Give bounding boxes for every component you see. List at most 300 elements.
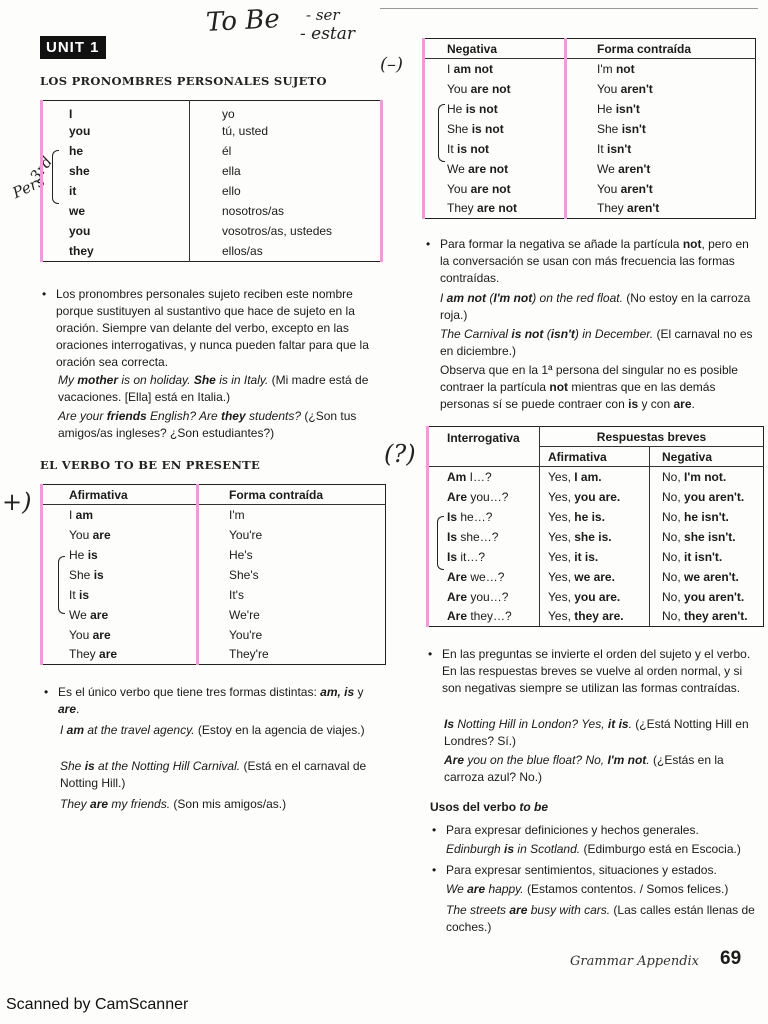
note-bold: not bbox=[682, 237, 702, 251]
short-answer-yes bbox=[540, 487, 650, 507]
pronouns-table bbox=[40, 100, 383, 262]
contracted-form bbox=[566, 179, 756, 199]
table-row bbox=[42, 565, 386, 585]
ex-text: is on holiday. bbox=[118, 373, 194, 387]
answer-lead: Yes, bbox=[548, 509, 575, 524]
verb: am not bbox=[453, 61, 494, 76]
subject: You bbox=[597, 181, 621, 196]
short-answer-yes bbox=[540, 547, 650, 567]
answer-lead: Yes, bbox=[548, 489, 575, 504]
bullet-dot: • bbox=[432, 823, 437, 837]
verb: are not bbox=[477, 201, 518, 216]
answer-lead: No, bbox=[662, 569, 685, 584]
contracted-form bbox=[566, 59, 756, 79]
subject: You bbox=[69, 627, 93, 642]
table-row bbox=[428, 567, 764, 587]
short-answer-no bbox=[650, 467, 764, 487]
answer-lead: Yes, bbox=[548, 469, 575, 484]
ex-text: ( bbox=[486, 291, 494, 305]
table-row bbox=[428, 487, 764, 507]
ex-text: you on the blue float? No, bbox=[464, 753, 608, 767]
usos-title-italic: to be bbox=[519, 800, 549, 814]
pronoun-en: you bbox=[42, 221, 190, 241]
verb: are bbox=[92, 527, 111, 542]
verb: aren't bbox=[627, 201, 660, 216]
ex-bold: are bbox=[509, 903, 528, 917]
usos-bullet-1 bbox=[432, 822, 758, 839]
ex-bold: Is bbox=[444, 717, 455, 731]
ex-text: She bbox=[60, 759, 85, 773]
answer-verb: you aren't. bbox=[684, 489, 745, 504]
verb: are not bbox=[470, 181, 511, 196]
ex-translation: (¿Estás en la carroza azul? No.) bbox=[444, 753, 724, 784]
short-answer-no bbox=[650, 547, 764, 567]
pronoun-es: ella bbox=[190, 161, 382, 181]
table-row bbox=[42, 221, 382, 241]
ex-text: Edinburgh bbox=[446, 842, 505, 856]
contracted-form: It's bbox=[198, 585, 386, 605]
negative-form bbox=[424, 199, 566, 219]
ex-text: ( bbox=[543, 327, 551, 341]
ex-text: happy. bbox=[485, 882, 524, 896]
answer-verb: he is. bbox=[574, 509, 605, 524]
handwritten-3rd: 3rd bbox=[26, 153, 57, 185]
table-row bbox=[428, 507, 764, 527]
answer-verb: they aren't. bbox=[684, 609, 748, 624]
pronoun-en: it bbox=[42, 181, 190, 201]
usos-bullet-2 bbox=[432, 862, 758, 879]
table-row bbox=[42, 605, 386, 625]
subject: You bbox=[597, 81, 621, 96]
verb: aren't bbox=[618, 161, 651, 176]
ex-bold: am bbox=[66, 723, 85, 737]
subject: they…? bbox=[467, 609, 512, 624]
subject: you…? bbox=[467, 589, 509, 604]
affirmative-form bbox=[42, 505, 198, 525]
bullet-dot: • bbox=[432, 863, 437, 877]
table-row bbox=[424, 99, 756, 119]
table-row bbox=[42, 121, 382, 141]
ex-translation: (Mi madre está de vacaciones. [Ella] está en Italia.) bbox=[58, 373, 369, 404]
short-answer-no bbox=[650, 527, 764, 547]
note-text: En las preguntas se invierte el orden del sujeto y el verbo. En las respuestas breves se vuelve al orden normal, y si son negativas siempre se utilizan las formas contraídas. bbox=[442, 647, 751, 695]
ex-text: is in Italy. bbox=[215, 373, 269, 387]
questions-example-2 bbox=[444, 752, 758, 786]
answer-verb: it isn't. bbox=[684, 549, 723, 564]
bullet-dot: • bbox=[42, 287, 47, 301]
short-answers-header: Respuestas breves bbox=[540, 427, 764, 447]
short-answer-yes bbox=[540, 587, 650, 607]
top-rule bbox=[380, 8, 758, 9]
subject: you…? bbox=[467, 489, 509, 504]
verb: Are bbox=[447, 609, 468, 624]
affirmative-answer-header: Afirmativa bbox=[540, 447, 650, 467]
pronoun-es: tú, usted bbox=[190, 121, 382, 141]
obs-bold: are bbox=[673, 397, 692, 411]
third-person-bracket bbox=[438, 104, 445, 162]
pronoun-en: they bbox=[42, 241, 190, 261]
table-row bbox=[42, 645, 386, 665]
answer-lead: Yes, bbox=[548, 569, 575, 584]
pronoun-es: nosotros/as bbox=[190, 201, 382, 221]
third-person-bracket bbox=[437, 516, 444, 570]
table-row bbox=[42, 625, 386, 645]
contracted-form: You're bbox=[198, 625, 386, 645]
ex-translation: (No estoy en la carroza roja.) bbox=[440, 291, 751, 322]
negative-example-1 bbox=[440, 290, 756, 324]
verb: are bbox=[92, 627, 111, 642]
answer-verb: they are. bbox=[574, 609, 624, 624]
ex-bold: I'm not bbox=[607, 753, 647, 767]
third-person-bracket bbox=[58, 556, 65, 614]
ex-translation: (Está en el carnaval de Notting Hill.) bbox=[60, 759, 367, 790]
ex-text: My bbox=[58, 373, 78, 387]
table-row bbox=[424, 139, 756, 159]
question-form bbox=[428, 567, 540, 587]
verb: is not bbox=[471, 121, 504, 136]
answer-lead: No, bbox=[662, 469, 685, 484]
questions-example-1 bbox=[444, 716, 758, 750]
negative-header: Negativa bbox=[424, 39, 566, 59]
table-row bbox=[428, 547, 764, 567]
verb: is bbox=[87, 547, 98, 562]
contracted-form bbox=[566, 99, 756, 119]
ex-text: The Carnival bbox=[440, 327, 512, 341]
subject: she…? bbox=[457, 529, 499, 544]
note-bold: am, is bbox=[320, 685, 355, 699]
note-text: y bbox=[354, 685, 364, 699]
contracted-form: We're bbox=[198, 605, 386, 625]
ex-translation: (El carnaval no es en diciembre.) bbox=[440, 327, 753, 358]
ex-bold: are bbox=[467, 882, 486, 896]
usos-title bbox=[430, 800, 548, 814]
pronoun-en: you bbox=[42, 121, 190, 141]
negative-note bbox=[426, 236, 756, 287]
ex-bold: She bbox=[193, 373, 216, 387]
answer-lead: Yes, bbox=[548, 609, 575, 624]
ex-text: They bbox=[60, 797, 91, 811]
ex-translation: (Estoy en la agencia de viajes.) bbox=[194, 723, 365, 737]
subject: They bbox=[597, 201, 628, 216]
affirmative-header: Afirmativa bbox=[42, 485, 198, 505]
verb: is bbox=[79, 587, 90, 602]
answer-verb: I am. bbox=[574, 469, 602, 484]
table-row bbox=[42, 545, 386, 565]
subject: he…? bbox=[457, 509, 493, 524]
page-number: 69 bbox=[720, 948, 742, 969]
verb: is not bbox=[465, 101, 498, 116]
ex-text: in Scotland. bbox=[514, 842, 581, 856]
verb: is bbox=[93, 567, 104, 582]
subject: I bbox=[69, 507, 76, 522]
table-row bbox=[428, 527, 764, 547]
table-row bbox=[42, 525, 386, 545]
verb: isn't bbox=[621, 121, 646, 136]
short-answer-no bbox=[650, 587, 764, 607]
table-row bbox=[424, 159, 756, 179]
subject: She bbox=[69, 567, 94, 582]
usos-bullet-2-example-2 bbox=[446, 902, 758, 936]
ex-text: at the Notting Hill Carnival. bbox=[94, 759, 241, 773]
subject: I…? bbox=[466, 469, 492, 484]
subject: We bbox=[447, 161, 469, 176]
pronoun-en: he bbox=[42, 141, 190, 161]
table-row bbox=[428, 587, 764, 607]
affirmative-example-3 bbox=[60, 796, 380, 813]
answer-verb: he isn't. bbox=[684, 509, 729, 524]
table-row bbox=[42, 585, 386, 605]
verb: aren't bbox=[620, 81, 653, 96]
table-row bbox=[42, 201, 382, 221]
subject: We bbox=[597, 161, 619, 176]
table-row bbox=[424, 199, 756, 219]
ex-text: my friends. bbox=[108, 797, 171, 811]
subject: They bbox=[447, 201, 478, 216]
table-row bbox=[42, 181, 382, 201]
short-answer-no bbox=[650, 567, 764, 587]
subject: She bbox=[597, 121, 622, 136]
answer-lead: Yes, bbox=[548, 589, 575, 604]
grammar-appendix-label: Grammar Appendix bbox=[570, 954, 700, 969]
table-row bbox=[424, 79, 756, 99]
short-answer-yes bbox=[540, 607, 650, 627]
obs-text: y con bbox=[638, 397, 674, 411]
handwritten-estar: - estar bbox=[300, 24, 356, 44]
verb: are bbox=[99, 647, 118, 662]
ex-text: . bbox=[646, 753, 650, 767]
verb: Am bbox=[447, 469, 467, 484]
contracted-form: I'm bbox=[198, 505, 386, 525]
ex-bold: friends bbox=[106, 409, 147, 423]
obs-text: mientras que en las demás personas sí se puede contraer con bbox=[440, 380, 716, 411]
ex-text: The streets bbox=[446, 903, 510, 917]
ex-translation: (Estamos contentos. / Somos felices.) bbox=[523, 882, 729, 896]
obs-text: Observa que en la 1ª persona del singular no es posible contraer la partícula bbox=[440, 363, 738, 394]
note-text: Es el único verbo que tiene tres formas distintas: bbox=[58, 685, 321, 699]
contracted-form: They're bbox=[198, 645, 386, 665]
table-row bbox=[424, 59, 756, 79]
negative-form bbox=[424, 179, 566, 199]
verb: Are bbox=[447, 569, 468, 584]
handwritten-question-mark: (?) bbox=[384, 440, 416, 468]
table-row bbox=[424, 179, 756, 199]
ex-bold: is not bbox=[511, 327, 544, 341]
contracted-form bbox=[566, 119, 756, 139]
note-text: Para formar la negativa se añade la partícula bbox=[440, 237, 683, 251]
ex-bold: Are bbox=[444, 753, 465, 767]
pronoun-en: I bbox=[42, 101, 190, 122]
short-answer-no bbox=[650, 487, 764, 507]
note-bold: are bbox=[58, 702, 77, 716]
subject: It bbox=[69, 587, 80, 602]
subject: You bbox=[69, 527, 93, 542]
table-row bbox=[42, 241, 382, 261]
verb: not bbox=[615, 61, 635, 76]
subject: She bbox=[447, 121, 472, 136]
pronouns-example-2 bbox=[58, 408, 384, 442]
subject: It bbox=[597, 141, 608, 156]
short-answer-yes bbox=[540, 507, 650, 527]
table-row bbox=[428, 607, 764, 627]
obs-bold: not bbox=[549, 380, 569, 394]
subject: You bbox=[447, 181, 471, 196]
verb: Are bbox=[447, 589, 468, 604]
third-person-bracket bbox=[52, 150, 59, 204]
negative-form bbox=[424, 79, 566, 99]
ex-translation: (Edimburgo está en Escocia.) bbox=[580, 842, 741, 856]
ex-bold: they bbox=[220, 409, 246, 423]
bullet-dot: • bbox=[44, 685, 49, 699]
note-text: . bbox=[76, 702, 80, 716]
questions-note bbox=[428, 646, 758, 697]
affirmative-note bbox=[44, 684, 384, 718]
answer-verb: you aren't. bbox=[684, 589, 745, 604]
question-form bbox=[428, 587, 540, 607]
affirmative-table bbox=[40, 484, 386, 665]
verb: are not bbox=[470, 81, 511, 96]
verb: Is bbox=[447, 549, 458, 564]
contracted-form: She's bbox=[198, 565, 386, 585]
scanner-watermark: Scanned by CamScanner bbox=[6, 996, 189, 1013]
verb-to-be-title: EL VERBO TO BE EN PRESENTE bbox=[40, 458, 261, 472]
ex-text: busy with cars. bbox=[527, 903, 611, 917]
subject: He bbox=[447, 101, 466, 116]
questions-table bbox=[426, 426, 764, 627]
unit-badge: UNIT 1 bbox=[40, 36, 106, 59]
question-form bbox=[428, 467, 540, 487]
ex-text: Notting Hill in London? Yes, bbox=[454, 717, 608, 731]
short-answer-yes bbox=[540, 567, 650, 587]
ex-text: students? bbox=[245, 409, 302, 423]
table-row bbox=[428, 467, 764, 487]
verb: isn't bbox=[615, 101, 640, 116]
pronouns-note-text: Los pronombres personales sujeto reciben este nombre porque sustituyen al sustantivo que hace de sujeto en la oración. Siempre van delante del verbo, excepto en las oraciones interrogativas, y nunca pueden faltar para que la oración sea correcta. bbox=[56, 287, 369, 369]
negative-table bbox=[422, 38, 756, 219]
answer-verb: you are. bbox=[574, 489, 621, 504]
answer-lead: No, bbox=[662, 489, 685, 504]
note-text: , pero en la conversación se usan con más frecuencia las formas contraídas. bbox=[440, 237, 749, 285]
ex-text: English? Are bbox=[146, 409, 221, 423]
subject: we…? bbox=[467, 569, 505, 584]
verb: Is bbox=[447, 529, 458, 544]
usos-bullet-1-example bbox=[446, 841, 762, 858]
table-row bbox=[42, 101, 382, 122]
subject: It bbox=[447, 141, 458, 156]
ex-bold: it is bbox=[607, 717, 629, 731]
usos-title-text: Usos del verbo bbox=[430, 800, 520, 814]
answer-lead: Yes, bbox=[548, 529, 575, 544]
ex-text: I bbox=[60, 723, 67, 737]
ex-bold: are bbox=[90, 797, 109, 811]
subject: it…? bbox=[457, 549, 486, 564]
verb: isn't bbox=[607, 141, 632, 156]
negative-example-2 bbox=[440, 326, 756, 360]
question-form bbox=[428, 527, 540, 547]
contracted-header: Forma contraída bbox=[198, 485, 386, 505]
negative-answer-header: Negativa bbox=[650, 447, 764, 467]
ex-bold: I'm not bbox=[493, 291, 533, 305]
pronoun-es: ello bbox=[190, 181, 382, 201]
answer-verb: we are. bbox=[574, 569, 615, 584]
subject: We bbox=[69, 607, 91, 622]
negative-observation bbox=[440, 362, 756, 413]
answer-lead: No, bbox=[662, 609, 685, 624]
answer-verb: I'm not. bbox=[684, 469, 727, 484]
handwritten-to-be: To Be bbox=[205, 4, 281, 38]
contracted-form: You're bbox=[198, 525, 386, 545]
handwritten-negative-mark: (–) bbox=[380, 54, 404, 75]
affirmative-form bbox=[42, 625, 198, 645]
answer-verb: you are. bbox=[574, 589, 621, 604]
short-answer-yes bbox=[540, 527, 650, 547]
usos-text: Para expresar sentimientos, situaciones y estados. bbox=[446, 863, 717, 877]
ex-text: We bbox=[446, 882, 468, 896]
ex-text: at the travel agency. bbox=[84, 723, 195, 737]
affirmative-example-2 bbox=[60, 758, 380, 792]
answer-verb: it is. bbox=[574, 549, 599, 564]
subject: He bbox=[597, 101, 616, 116]
affirmative-form bbox=[42, 645, 198, 665]
ex-translation: (Las calles están llenas de coches.) bbox=[446, 903, 755, 934]
subject: I'm bbox=[597, 61, 616, 76]
pronoun-es: él bbox=[190, 141, 382, 161]
question-form bbox=[428, 547, 540, 567]
answer-verb: she is. bbox=[574, 529, 612, 544]
pronoun-es: yo bbox=[190, 101, 382, 122]
obs-bold: is bbox=[628, 397, 639, 411]
contracted-form: He's bbox=[198, 545, 386, 565]
ex-bold: isn't bbox=[550, 327, 575, 341]
table-row bbox=[42, 505, 386, 525]
ex-text: ) on the red float. bbox=[532, 291, 623, 305]
ex-text: . bbox=[628, 717, 632, 731]
bullet-dot: • bbox=[428, 647, 433, 661]
pronouns-title: LOS PRONOMBRES PERSONALES SUJETO bbox=[40, 74, 327, 88]
usos-text: Para expresar definiciones y hechos generales. bbox=[446, 823, 699, 837]
subject: I bbox=[447, 61, 454, 76]
bullet-dot: • bbox=[426, 237, 431, 251]
ex-text: I bbox=[440, 291, 447, 305]
pronoun-en: she bbox=[42, 161, 190, 181]
question-form bbox=[428, 507, 540, 527]
ex-bold: is bbox=[84, 759, 95, 773]
affirmative-example-1 bbox=[60, 722, 380, 739]
verb: am bbox=[75, 507, 94, 522]
verb: are not bbox=[468, 161, 509, 176]
ex-bold: is bbox=[504, 842, 515, 856]
table-row bbox=[424, 119, 756, 139]
subject: They bbox=[69, 647, 100, 662]
verb: Are bbox=[447, 489, 468, 504]
answer-verb: we aren't. bbox=[684, 569, 739, 584]
verb: are bbox=[90, 607, 109, 622]
answer-lead: No, bbox=[662, 549, 685, 564]
verb: Is bbox=[447, 509, 458, 524]
ex-text: ) in December. bbox=[574, 327, 654, 341]
question-form bbox=[428, 487, 540, 507]
handwritten-plus-mark: +) bbox=[2, 488, 32, 516]
answer-lead: Yes, bbox=[548, 549, 575, 564]
interrogative-header: Interrogativa bbox=[428, 427, 540, 467]
pronoun-es: ellos/as bbox=[190, 241, 382, 261]
question-form bbox=[428, 607, 540, 627]
short-answer-yes bbox=[540, 467, 650, 487]
ex-translation: (Son mis amigos/as.) bbox=[170, 797, 287, 811]
contracted-form bbox=[566, 139, 756, 159]
subject: He bbox=[69, 547, 88, 562]
contracted-header: Forma contraída bbox=[566, 39, 756, 59]
affirmative-form bbox=[42, 525, 198, 545]
